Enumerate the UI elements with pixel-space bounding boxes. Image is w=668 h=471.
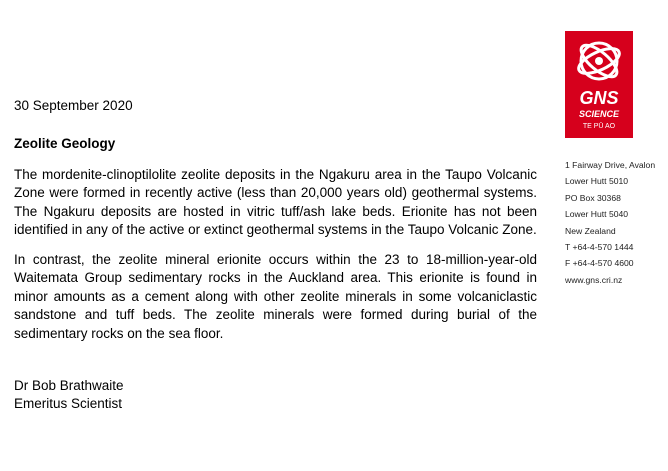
- address-line: 1 Fairway Drive, Avalon: [565, 160, 656, 170]
- logo-te-pu-ao: TE PŪ AO: [582, 123, 616, 130]
- logo-gns: GNS: [579, 88, 619, 108]
- letter-title: Zeolite Geology: [14, 136, 116, 151]
- address-line: New Zealand: [565, 225, 616, 236]
- letter-paragraph-1: The mordenite-clinoptilolite zeolite deposits in the Ngakuru area in the Taupo Volcanic Zone were formed in recently active (less than 20,000 years old) geothermal systems. The Ngakuru deposits are hosted in vitric tuff/ash lake beds. Erionite has not been identified in any of the active or extinct geothermal systems in the Taupo Volcanic Zone.: [14, 167, 537, 238]
- logo-background: [565, 31, 633, 138]
- address-line: Lower Hutt 5040: [565, 209, 629, 220]
- letter-paragraph-2: In contrast, the zeolite mineral erionite occurs within the 23 to 18-million-year-old Waitemata Group sedimentary rocks in the Auckland area. This erionite is found in minor amounts as a cement along with other zeolite minerals in some volcaniclastic sandstone and tuff beds. The zeolite minerals were formed during burial of the sedimentary rocks on the sea floor.: [14, 252, 537, 341]
- address-block: [565, 157, 655, 288]
- fax-line: F +64-4-570 4600: [565, 258, 634, 269]
- address-line: PO Box 30368: [565, 192, 621, 203]
- gns-science-logo: [565, 31, 633, 138]
- signer-title: Emeritus Scientist: [14, 396, 123, 412]
- signer-name: Dr Bob Brathwaite: [14, 378, 124, 393]
- phone-line: T +64-4-570 1444: [565, 242, 634, 253]
- letter-date: 30 September 2020: [14, 98, 133, 113]
- website-link[interactable]: www.gns.cri.nz: [565, 274, 623, 285]
- logo-science: SCIENCE: [578, 109, 620, 119]
- address-line: Lower Hutt 5010: [565, 176, 629, 187]
- globe-center: [595, 57, 603, 65]
- signature-block: [14, 377, 124, 414]
